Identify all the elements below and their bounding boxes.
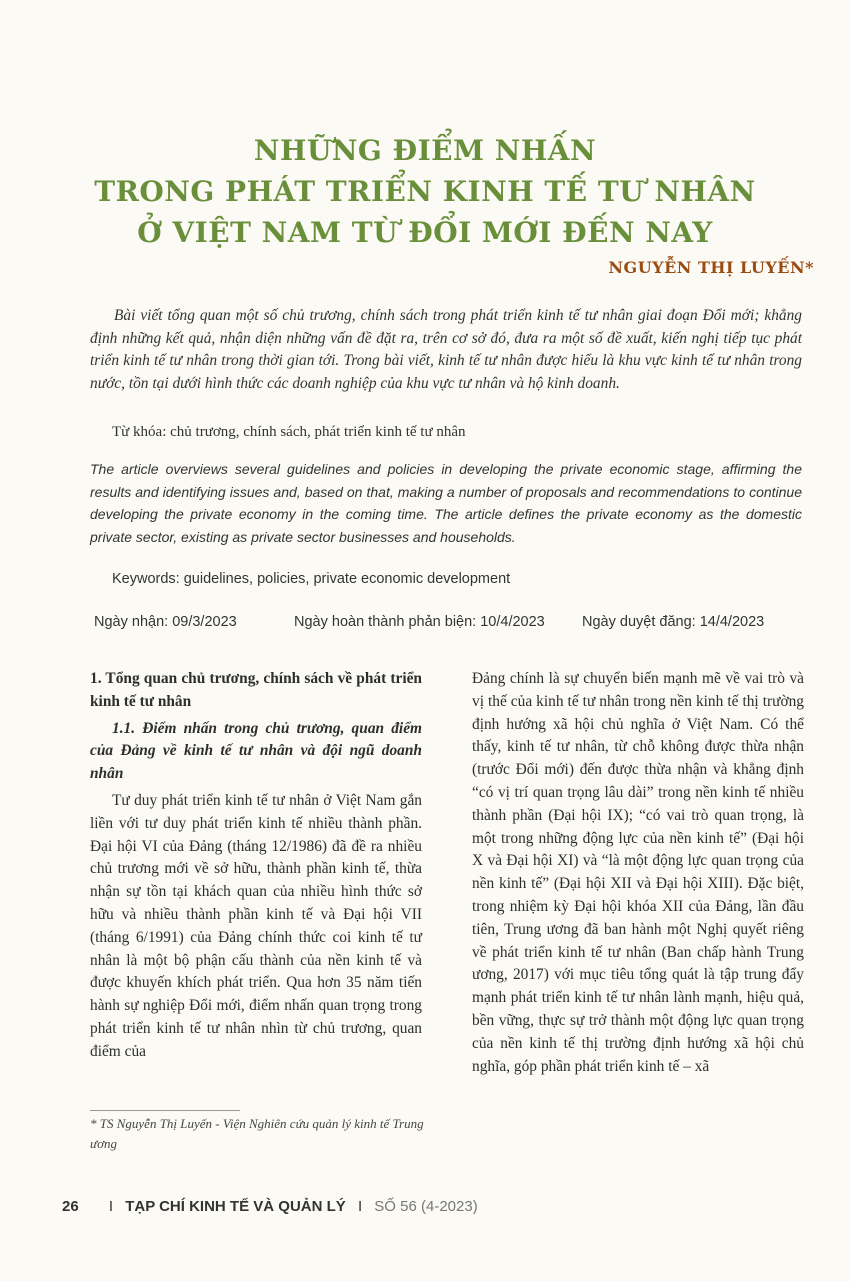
page-number: 26 bbox=[62, 1198, 79, 1215]
article-title bbox=[0, 130, 850, 253]
footer-separator: I bbox=[108, 1198, 114, 1215]
page-footer bbox=[62, 1198, 478, 1215]
footnote: * TS Nguyễn Thị Luyến - Viện Nghiên cứu quản lý kinh tế Trung ương bbox=[90, 1116, 424, 1151]
journal-name: TẠP CHÍ KINH TẾ VÀ QUẢN LÝ bbox=[125, 1198, 346, 1215]
section-heading: 1. Tổng quan chủ trương, chính sách về phát triển kinh tế tư nhân bbox=[90, 670, 422, 710]
title-line-1: NHỮNG ĐIỂM NHẤN bbox=[253, 134, 597, 167]
abstract-vietnamese: Bài viết tổng quan một số chủ trương, chính sách trong phát triển kinh tế tư nhân giai đoạn Đổi mới; khẳng định những kết quả, nhận diện những vấn đề đặt ra, trên cơ sở đó, đưa ra một số đề xuất, kiến nghị tiếp tục phát triển kinh tế tư nhân trong thời gian tới. Trong bài viết, kinh tế tư nhân được hiểu là khu vực kinh tế tư nhân trong nước, tồn tại dưới hình thức các doanh nghiệp của khu vực tư nhân và hộ kinh doanh. bbox=[90, 307, 802, 392]
keywords-vietnamese: Từ khóa: chủ trương, chính sách, phát triển kinh tế tư nhân bbox=[112, 424, 466, 440]
body-paragraph-left: Tư duy phát triển kinh tế tư nhân ở Việt Nam gắn liền với tư duy phát triển kinh tế nhiều thành phần. Đại hội VI của Đảng (tháng 12/1986) đã đề ra nhiều chủ trương mới về sở hữu, thành phần kinh tế, thừa nhận sự tồn tại khách quan của nhiều hình thức sở hữu và nhiều thành phần kinh tế và Đại hội VII (tháng 6/1991) của Đảng chính thức coi kinh tế tư nhân là một bộ phận cấu thành của nền kinh tế và được khuyến khích phát triển. Qua hơn 35 năm tiến hành sự nghiệp Đổi mới, điểm nhấn quan trọng trong phát triển kinh tế tư nhân nhìn từ chủ trương, quan điểm của bbox=[90, 791, 422, 1060]
keywords-english: Keywords: guidelines, policies, private economic development bbox=[112, 571, 511, 587]
issue-number: SỐ 56 (4-2023) bbox=[374, 1198, 478, 1215]
body-column-right bbox=[472, 668, 804, 1078]
footer-separator-2: I bbox=[357, 1198, 363, 1215]
title-line-3: Ở VIỆT NAM TỪ ĐỔI MỚI ĐẾN NAY bbox=[137, 216, 713, 249]
abstract-english: The article overviews several guidelines and policies in developing the private economic stage, affirming the results and identifying issues and, based on that, making a number of proposals and recommendations to continue developing the private economy in the coming time. The article defines the private economy as the domestic private sector, existing as private sector businesses and households. bbox=[90, 461, 802, 545]
author-name: NGUYỄN THỊ LUYẾN* bbox=[608, 258, 814, 277]
date-reviewed: Ngày hoàn thành phản biện: 10/4/2023 bbox=[294, 614, 545, 630]
date-received: Ngày nhận: 09/3/2023 bbox=[94, 614, 237, 630]
subsection-heading: 1.1. Điểm nhấn trong chủ trương, quan điểm của Đảng về kinh tế tư nhân và đội ngũ doanh nhân bbox=[90, 719, 422, 783]
date-approved: Ngày duyệt đăng: 14/4/2023 bbox=[582, 614, 765, 630]
footnote-divider bbox=[90, 1110, 240, 1111]
title-line-2: TRONG PHÁT TRIỂN KINH TẾ TƯ NHÂN bbox=[94, 175, 756, 208]
body-paragraph-right: Đảng chính là sự chuyển biến mạnh mẽ về vai trò và vị thế của kinh tế tư nhân trong nền kinh tế thị trường định hướng xã hội chủ nghĩa ở Việt Nam. Có thể thấy, kinh tế tư nhân, từ chỗ không được thừa nhận (trước Đổi mới) đến được thừa nhận và khẳng định “có vị trí quan trọng lâu dài” trong nền kinh tế nhiều thành phần (Đại hội IX); “có vai trò quan trọng, là một trong những động lực của nền kinh tế” (Đại hội X và Đại hội XI) và “là một động lực quan trọng của nền kinh tế” (Đại hội XII và Đại hội XIII). Đặc biệt, trong nhiệm kỳ Đại hội khóa XII của Đảng, lần đầu tiên, Trung ương đã ban hành một Nghị quyết riêng về phát triển kinh tế tư nhân (Ban chấp hành Trung ương, 2017) với mục tiêu tổng quát là tập trung đẩy mạnh phát triển kinh tế tư nhân lành mạnh, hiệu quả, bền vững, thực sự trở thành một động lực quan trọng của nền kinh tế thị trường định hướng xã hội chủ nghĩa, góp phần phát triển kinh tế – xã bbox=[472, 670, 804, 1075]
body-column-left bbox=[90, 668, 422, 1064]
